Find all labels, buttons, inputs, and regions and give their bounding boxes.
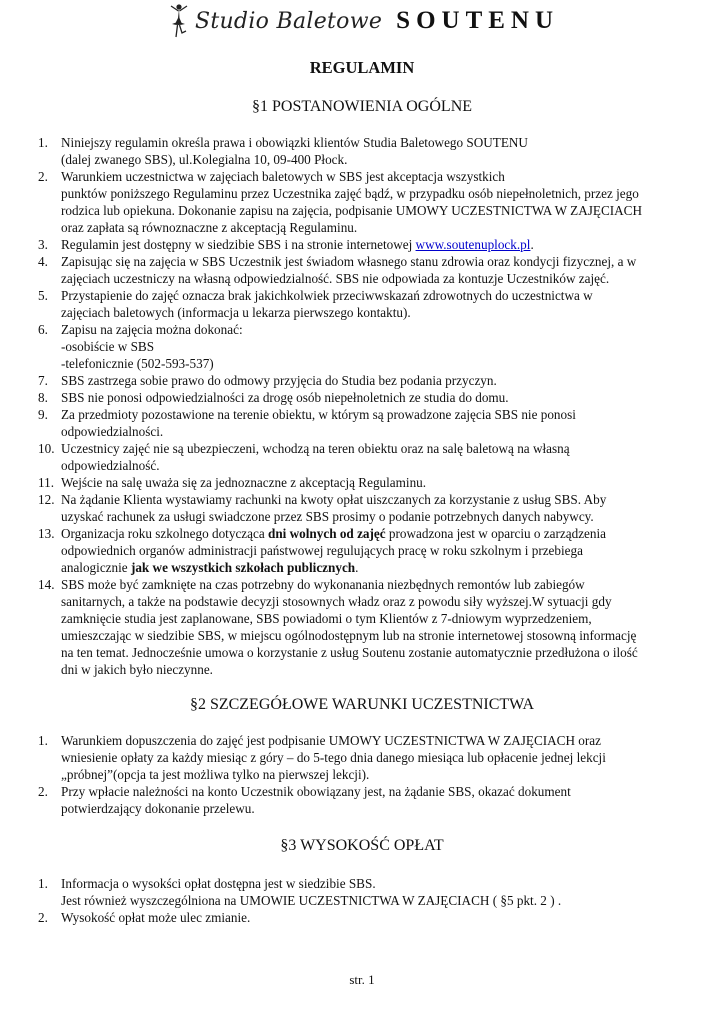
- list-item: 2. Warunkiem uczestnictwa w zajęciach baletowych w SBS jest akceptacja wszystkich punktów poniższego Regulaminu przez Uczestnika zajęć bądź, w przypadku osób niepełnoletnich, przez jego rodzica lub opiekuna. Dokonanie zapisu na zajęcia, podpisanie UMOWY UCZESTNICTWA W ZAJĘCIACH oraz zapłata są równoznaczne z akceptacją Regulaminu.: [38, 169, 642, 235]
- list-item: 10. Uczestnicy zajęć nie są ubezpieczeni, wchodzą na teren obiektu oraz na salę baletową na własną odpowiedzialność.: [38, 441, 570, 473]
- list-item: 5. Przystapienie do zajęć oznacza brak jakichkolwiek przeciwwskazań zdrowotnych do uczestnictwa w zajęciach baletowych (informacja u lekarza pierwszego kontaktu).: [38, 288, 593, 320]
- list-item: 14. SBS może być zamknięte na czas potrzebny do wykonanania niezbędnych remontów lub zabiegów sanitarnych, a także na podstawie decyzji stosownych władz oraz z powodu siły wyższej.W sytuacji gdy zamknięcie studia jest zaplanowane, SBS powiadomi o tym Klientów z 7-dniowym wyprzedzeniem, umieszczając w siedzibie SBS, w miejscu ogólnodostępnym lub na stronie internetowej stosowną informację na ten temat. Jednocześnie umowa o korzystanie z usług Soutenu zostanie automatycznie przedłużona o ilość dni w jakich było nieczynne.: [38, 577, 638, 677]
- list-item: 7. SBS zastrzega sobie prawo do odmowy przyjęcia do Studia bez podania przyczyn.: [38, 373, 497, 388]
- logo-caps: SOUTENU: [396, 7, 560, 34]
- list-item: 8. SBS nie ponosi odpowiedzialności za drogę osób niepełnoletnich ze studia do domu.: [38, 390, 509, 405]
- bold-phrase: dni wolnych od zajęć: [268, 526, 386, 541]
- ballerina-icon: [165, 3, 191, 39]
- website-link[interactable]: www.soutenuplock.pl: [415, 237, 531, 252]
- section-heading-1: §1 POSTANOWIENIA OGÓLNE: [251, 98, 473, 115]
- list-item: 3. Regulamin jest dostępny w siedzibie SBS i na stronie internetowej www.soutenuplock.pl.: [38, 237, 534, 252]
- section-1-list: [38, 134, 706, 678]
- page-number: str. 1: [349, 972, 375, 987]
- section-heading-3: §3 WYSOKOŚĆ OPŁAT: [280, 837, 444, 854]
- document: [0, 56, 724, 926]
- bold-phrase: jak we wszystkich szkołach publicznych: [130, 560, 356, 575]
- list-item: 12. Na żądanie Klienta wystawiamy rachunki na kwoty opłat uiszczanych za korzystanie z usług SBS. Aby uzyskać rachunek za usługi swiadczone przez SBS prosimy o podanie potrzebnych danych nabywcy.: [38, 492, 607, 524]
- list-item: 9. Za przedmioty pozostawione na terenie obiektu, w którym są prowadzone zajęcia SBS nie ponosi odpowiedzialności.: [38, 407, 576, 439]
- list-item: 6. Zapisu na zajęcia można dokonać: -osobiście w SBS -telefonicznie (502-593-537): [38, 322, 243, 371]
- list-item: 11. Wejście na salę uważa się za jednoznaczne z akceptacją Regulaminu.: [38, 475, 427, 490]
- header: [0, 2, 724, 40]
- list-item: 2. Wysokość opłat może ulec zmianie.: [38, 910, 251, 925]
- list-item: 1. Warunkiem dopuszczenia do zajęć jest podpisanie UMOWY UCZESTNICTWA W ZAJĘCIACH oraz wniesienie opłaty za każdy miesiąc z góry – do 5-tego dnia danego miesiąca lub opłacenie jednej lekcji „próbnej”(opcja ta jest możliwa tylko na pierwszej lekcji).: [38, 733, 606, 782]
- page-title: REGULAMIN: [309, 58, 415, 77]
- section-3-list: [38, 875, 706, 926]
- list-item: 13. Organizacja roku szkolnego dotycząca dni wolnych od zajęć prowadzona jest w oparciu o zarządzenia odpowiednich organów administracji państwowej regulujących pracę w roku szkolnym i przebiega analogicznie jak we wszystkich szkołach publicznych.: [38, 526, 607, 575]
- section-heading-2: §2 SZCZEGÓŁOWE WARUNKI UCZESTNICTWA: [189, 696, 535, 713]
- logo-script: Studio Baletowe: [194, 8, 383, 34]
- list-item: 1. Niniejszy regulamin określa prawa i obowiązki klientów Studia Baletowego SOUTENU (dalej zwanego SBS), ul.Kolegialna 10, 09-400 Płock.: [38, 135, 528, 167]
- list-item: 2. Przy wpłacie należności na konto Uczestnik obowiązany jest, na żądanie SBS, okazać dokument potwierdzający dokonanie przelewu.: [38, 784, 571, 816]
- section-2-list: [38, 732, 706, 817]
- list-item: 4. Zapisując się na zajęcia w SBS Uczestnik jest świadom własnego stanu zdrowia oraz kondycji fizycznej, a w zajęciach uczestniczy na własną odpowiedzialność. SBS nie odpowiada za kontuzje Uczestników zajęć.: [38, 254, 637, 286]
- list-item: 1. Informacja o wysokści opłat dostępna jest w siedzibie SBS. Jest również wyszczególniona na UMOWIE UCZESTNICTWA W ZAJĘCIACH ( §5 pkt. 2 ) .: [38, 876, 562, 908]
